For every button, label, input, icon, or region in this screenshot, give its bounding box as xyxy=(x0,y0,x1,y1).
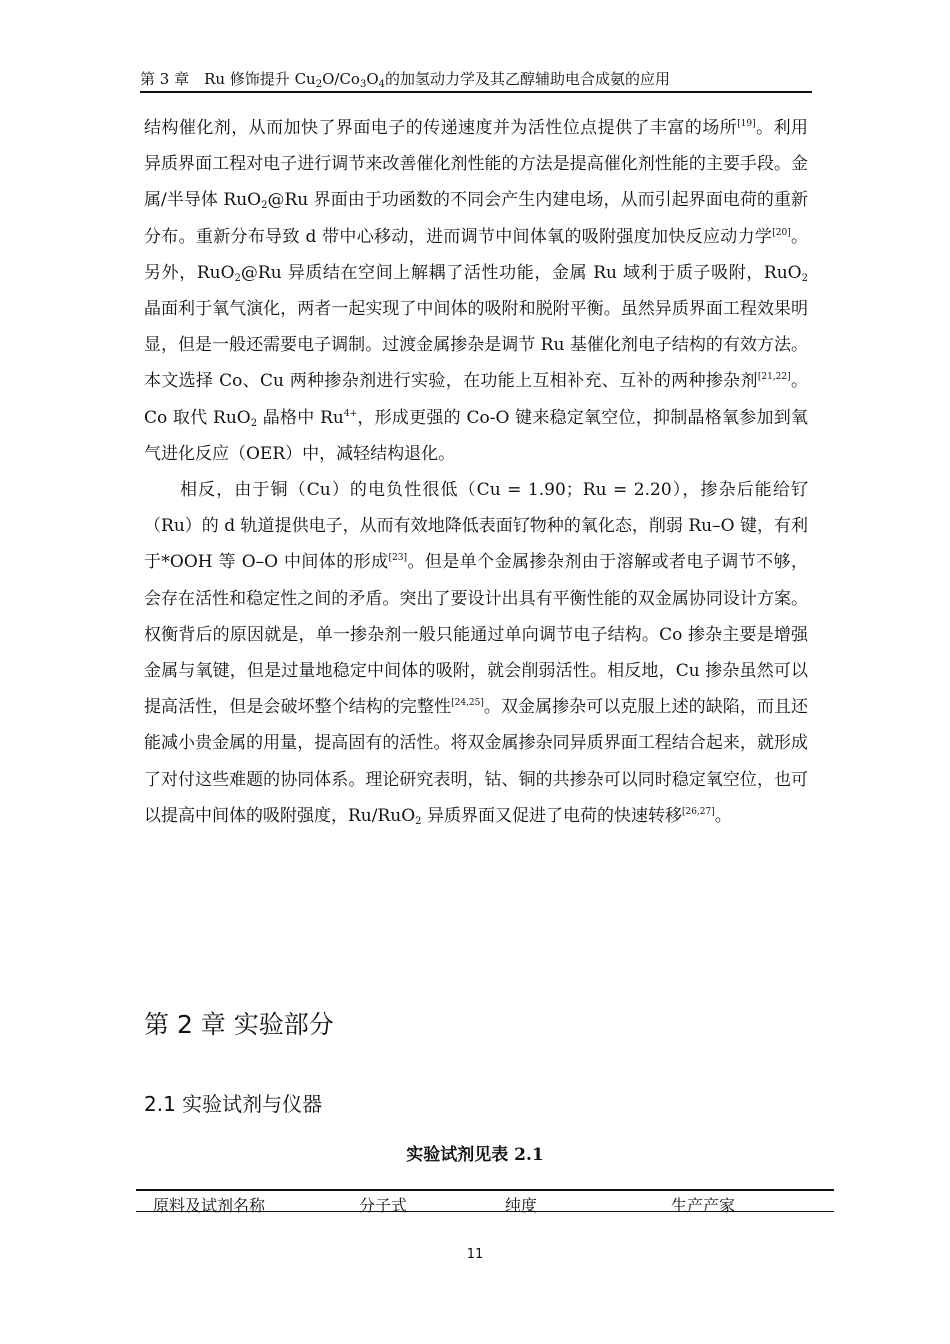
page-number: 11 xyxy=(466,1247,484,1262)
text-run: 晶面利于氧气演化，两者一起实现了中间体的吸附和脱附平衡。虽然异质界面工程效果明显，但是一般还需要电子调制。过渡金属掺杂是调节 Ru 基催化剂电子结构的有效方法。本文选择 Co、Cu 两种掺杂剂进行实验，在功能上互相补充、互补的两种掺杂剂 xyxy=(144,299,808,392)
superscript: 4+ xyxy=(343,408,358,419)
subscript: 2 xyxy=(234,272,241,284)
text-run: 。另外，RuO xyxy=(144,226,808,283)
text-run: 。双金属掺杂可以克服上述的缺陷，而且还能减小贵金属的用量，提高固有的活性。将双金属掺杂同异质界面工程结合起来，就形成了对付这些难题的协同体系。理论研究表明，钴、铜的共掺杂可以同时稳定氧空位，也可以提高中间体的吸附强度，Ru/RuO xyxy=(144,697,809,826)
table-header-manufacturer: 生产产家 xyxy=(671,1196,736,1215)
subscript: 4 xyxy=(378,79,386,90)
subscript: 2 xyxy=(250,417,258,429)
paragraph-1 xyxy=(144,110,808,472)
text-run: 。利用异质界面工程对电子进行调节来改善催化剂性能的方法是提高催化剂性能的主要手段。金属/半导体 RuO xyxy=(144,118,809,211)
citation-marker: [26,27] xyxy=(681,806,715,817)
section-title: 2.1 实验试剂与仪器 xyxy=(144,1092,323,1116)
text-run: O/Co xyxy=(322,70,360,88)
text-run: 结构催化剂，从而加快了界面电子的传递速度并为活性位点提供了丰富的场所 xyxy=(144,118,738,138)
text-run: 晶格中 Ru xyxy=(257,407,344,428)
text-run: 。但是单个金属掺杂剂由于溶解或者电子调节不够，会存在活性和稳定性之间的矛盾。突出了要设计出具有平衡性能的双金属协同设计方案。权衡背后的原因就是，单一掺杂剂一般只能通过单向调节电子结构。Co 掺杂主要是增强金属与氧键，但是过量地稳定中间体的吸附，就会削弱活性。相反地，Cu 掺杂虽然可以提高活性，但是会破坏整个结构的完整性 xyxy=(144,552,808,718)
text-run: 。Co 取代 RuO xyxy=(144,371,808,428)
table-header-name: 原料及试剂名称 xyxy=(153,1196,266,1215)
table-header-rule xyxy=(136,1211,834,1212)
citation-marker: [24,25] xyxy=(451,698,484,709)
table-top-rule xyxy=(136,1189,834,1191)
text-run: @Ru 异质结在空间上解耦了活性功能，金属 Ru 域利于质子吸附，RuO xyxy=(240,262,802,283)
text-run: O xyxy=(366,70,379,88)
citation-marker: [21,22] xyxy=(757,372,791,383)
text-run: ，形成更强的 Co-O 键来稳定氧空位，抑制晶格氧参加到氧气进化反应（OER）中，减轻结构退化。 xyxy=(144,407,808,464)
subscript: 2 xyxy=(315,79,323,90)
subscript: 3 xyxy=(359,79,367,90)
text-run: 第 3 章 Ru 修饰提升 Cu xyxy=(140,70,316,88)
chapter-title: 第 2 章 实验部分 xyxy=(144,1010,334,1039)
citation-marker: [19] xyxy=(737,119,756,129)
body-text xyxy=(144,110,808,834)
text-run: 相反，由于铜（Cu）的电负性很低（Cu = 1.90；Ru = 2.20），掺杂后能给钌（Ru）的 d 轨道提供电子，从而有效地降低表面钌物种的氧化态，削弱 Ru–O 键，有利于*OOH 等 O–O 中间体的形成 xyxy=(144,480,808,573)
subscript: 2 xyxy=(415,815,422,827)
table-caption: 实验试剂见表 2.1 xyxy=(406,1145,544,1165)
table-header-purity: 纯度 xyxy=(505,1196,538,1215)
text-run: @Ru 界面由于功函数的不同会产生内建电场，从而引起界面电荷的重新分布。重新分布导致 d 带中心移动，进而调节中间体氧的吸附强度加快反应动力学 xyxy=(144,190,808,247)
citation-marker: [23] xyxy=(388,553,408,564)
citation-marker: [20] xyxy=(772,227,791,238)
text-run: 。 xyxy=(714,805,732,826)
text-run: 的加氢动力学及其乙醇辅助电合成氨的应用 xyxy=(385,70,671,88)
text-run: 异质界面又促进了电荷的快速转移 xyxy=(421,805,682,826)
subscript: 2 xyxy=(261,200,268,212)
running-header xyxy=(140,70,812,93)
table-header-formula: 分子式 xyxy=(359,1196,408,1215)
subscript: 2 xyxy=(801,272,808,284)
paragraph-2 xyxy=(144,472,808,834)
